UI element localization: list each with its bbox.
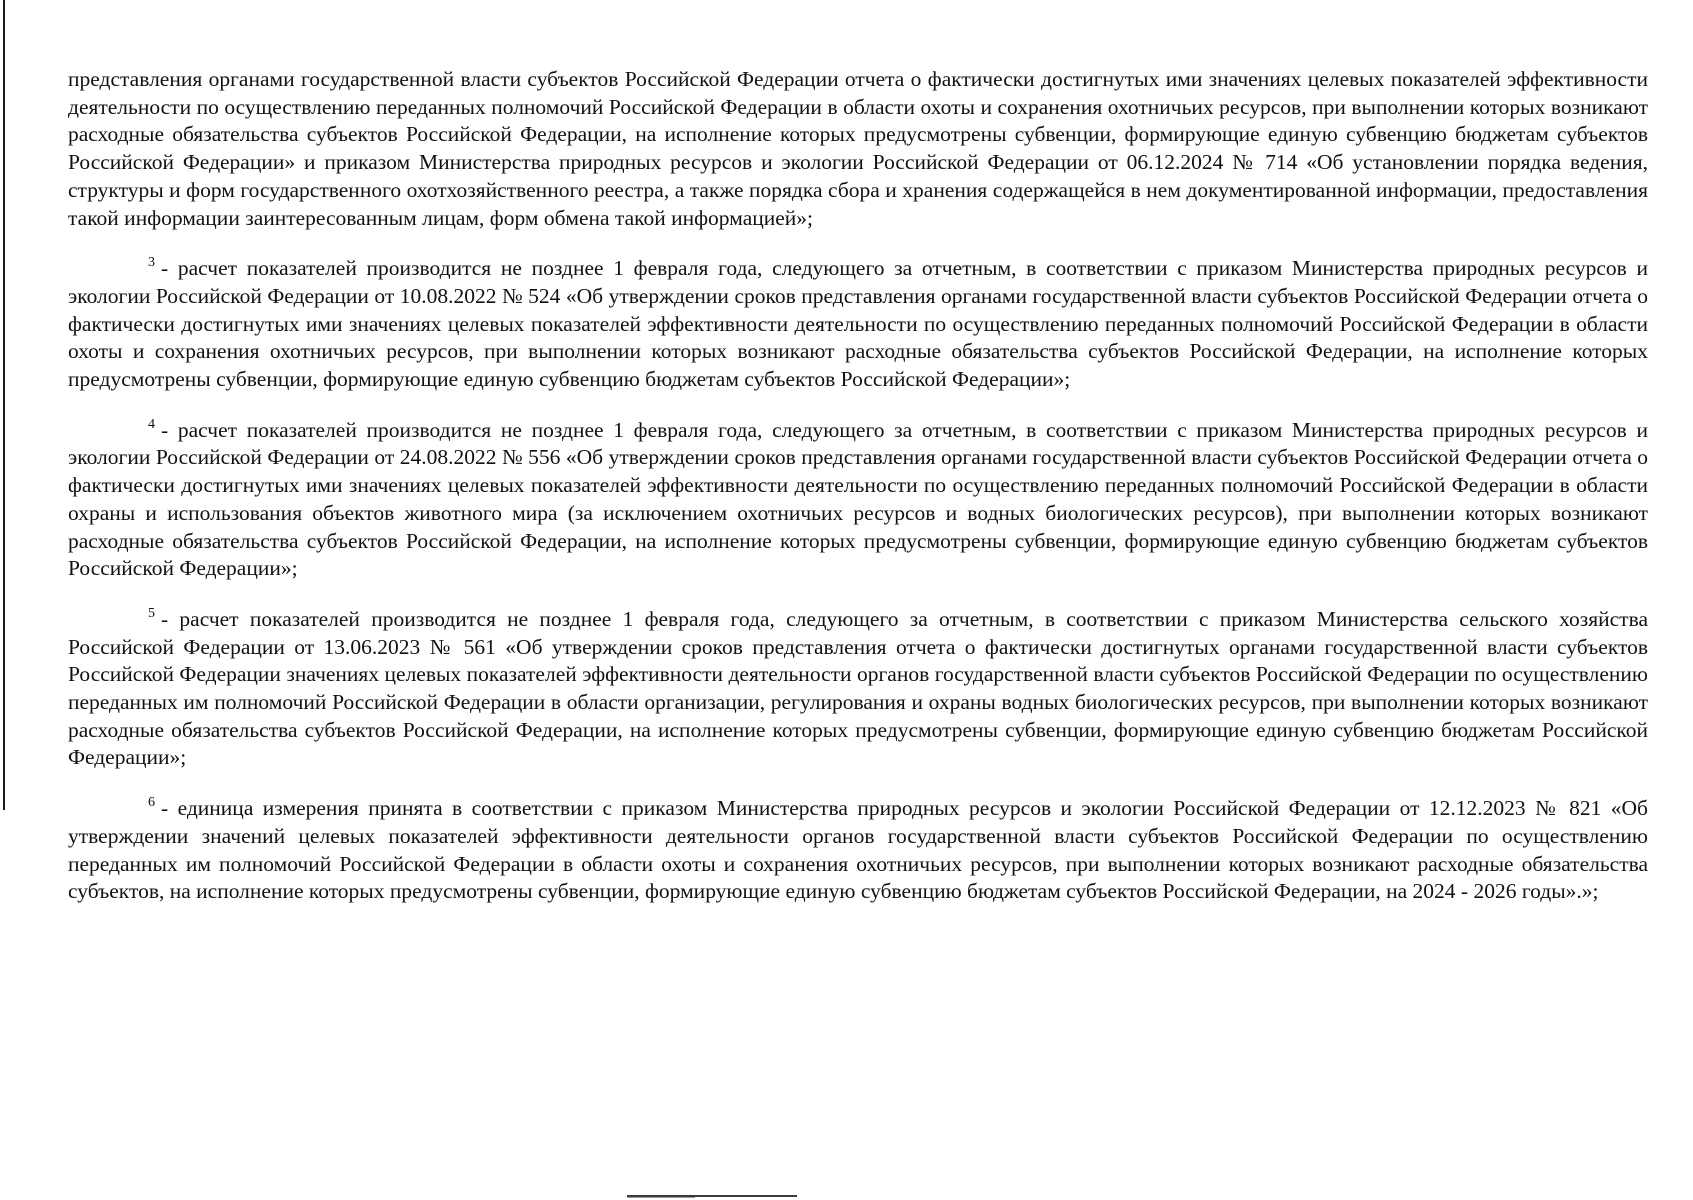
footnote-text: - единица измерения принята в соответствии с приказом Министерства природных ресурсов и экологии Российской Федерации от 12.12.2023 № 821 «Об утверждении значений целевых показателей эффективности деятельности органов государственной власти субъектов Российской Федерации по осуществлению переданных им полномочий Российской Федерации в области охоты и сохранения охотничьих ресурсов, при выполнении которых возникают расходные обязательства субъектов, на исполнение которых предусмотрены субвенции, формирующие единую субвенцию бюджетам субъектов Российской Федерации, на 2024 - 2026 годы».»; <box>68 796 1648 904</box>
footnote-3 <box>68 255 1648 394</box>
scan-edge-line <box>3 0 5 810</box>
footnote-text: - расчет показателей производится не позднее 1 февраля года, следующего за отчетным, в соответствии с приказом Министерства природных ресурсов и экологии Российской Федерации от 10.08.2022 № 524 «Об утверждении сроков представления органами государственной власти субъектов Российской Федерации отчета о фактически достигнутых ими значениях целевых показателей эффективности деятельности по осуществлению переданных полномочий Российской Федерации в области охоты и сохранения охотничьих ресурсов, при выполнении которых возникают расходные обязательства субъектов Российской Федерации, на исполнение которых предусмотрены субвенции, формирующие единую субвенцию бюджетам субъектов Российской Федерации»; <box>68 256 1648 392</box>
footnote-marker: 3 <box>148 255 155 271</box>
document-end-line <box>627 1195 797 1197</box>
footnote-5 <box>68 606 1648 772</box>
footnote-marker: 6 <box>148 795 155 811</box>
continued-paragraph <box>68 66 1648 232</box>
footnote-6 <box>68 795 1648 906</box>
footnote-4 <box>68 417 1648 583</box>
footnote-text: - расчет показателей производится не позднее 1 февраля года, следующего за отчетным, в соответствии с приказом Министерства сельского хозяйства Российской Федерации от 13.06.2023 № 561 «Об утверждении сроков представления отчета о фактически достигнутых органами государственной власти субъектов Российской Федерации значениях целевых показателей эффективности деятельности органов государственной власти субъектов Российской Федерации по осуществлению переданных им полномочий Российской Федерации в области организации, регулирования и охраны водных биологических ресурсов, при выполнении которых возникают расходные обязательства субъектов Российской Федерации, на исполнение которых предусмотрены субвенции, формирующие единую субвенцию бюджетам Российской Федерации»; <box>68 606 1648 770</box>
footnote-marker: 5 <box>148 605 155 621</box>
paragraph-text: представления органами государственной власти субъектов Российской Федерации отчета о фактически достигнутых ими значениях целевых показателей эффективности деятельности по осуществлению переданных полномочий Российской Федерации в области охоты и сохранения охотничьих ресурсов, при выполнении которых возникают расходные обязательства субъектов Российской Федерации, на исполнение которых предусмотрены субвенции, формирующие единую субвенцию бюджетам субъектов Российской Федерации» и приказом Министерства природных ресурсов и экологии Российской Федерации от 06.12.2024 № 714 «Об установлении порядка ведения, структуры и форм государственного охотхозяйственного реестра, а также порядка сбора и хранения содержащейся в нем документированной информации, предоставления такой информации заинтересованным лицам, форм обмена такой информацией»; <box>68 67 1648 230</box>
footnote-text: - расчет показателей производится не позднее 1 февраля года, следующего за отчетным, в соответствии с приказом Министерства природных ресурсов и экологии Российской Федерации от 24.08.2022 № 556 «Об утверждении сроков представления органами государственной власти субъектов Российской Федерации отчета о фактически достигнутых ими значениях целевых показателей эффективности деятельности по осуществлению переданных полномочий Российской Федерации в области охраны и использования объектов животного мира (за исключением охотничьих ресурсов и водных биологических ресурсов), при выполнении которых возникают расходные обязательства субъектов Российской Федерации, на исполнение которых предусмотрены субвенции, формирующие единую субвенцию бюджетам субъектов Российской Федерации»; <box>68 417 1648 581</box>
footnote-marker: 4 <box>148 416 155 432</box>
document-page <box>68 66 1648 906</box>
